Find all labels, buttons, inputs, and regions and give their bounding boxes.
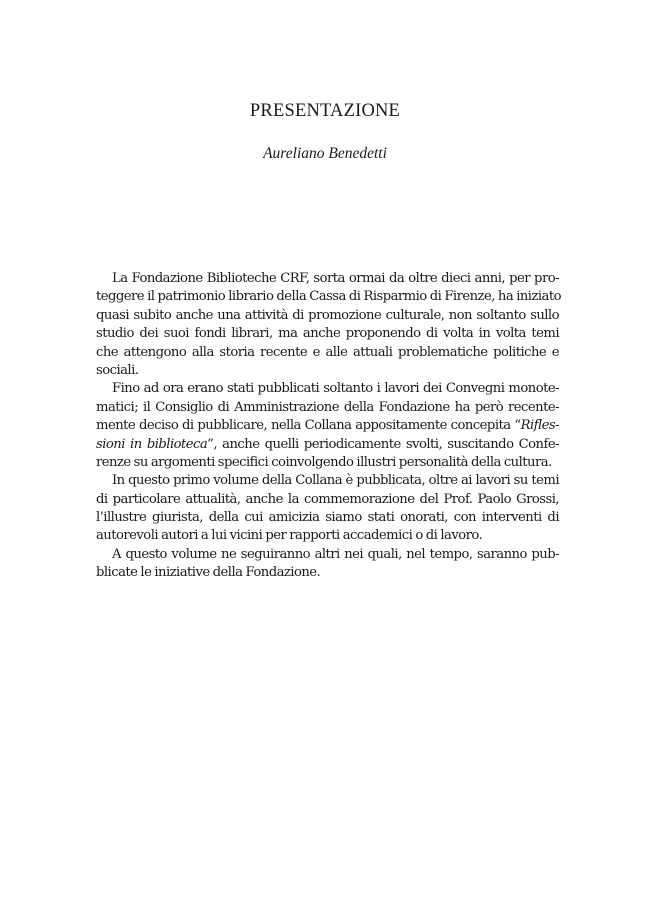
author-name: Aureliano Benedetti — [263, 145, 387, 162]
text-line: Fino ad ora erano stati pubblicati soltanto i lavori dei Convegni monote- — [112, 381, 559, 397]
body-text — [96, 270, 559, 583]
text-line: sociali. — [96, 362, 139, 378]
paragraph-4 — [96, 546, 559, 583]
text-line: In questo primo volume della Collana è pubblicata, oltre ai lavori su temi — [112, 473, 559, 489]
paragraph-2 — [96, 380, 559, 472]
text-line: La Fondazione Biblioteche CRF, sorta ormai da oltre dieci anni, per pro- — [112, 271, 559, 286]
text-line: l’illustre giurista, della cui amicizia siamo stati onorati, con interventi di — [96, 510, 559, 526]
page-title: PRESENTAZIONE — [249, 101, 401, 121]
series-title-italic: sioni in biblioteca — [96, 436, 208, 452]
text-segment: ”, anche quelli periodicamente svolti, suscitando Confe- — [207, 436, 559, 452]
text-line: blicate le iniziative della Fondazione. — [96, 565, 321, 581]
text-line: A questo volume ne seguiranno altri nei quali, nel tempo, saranno pub- — [112, 546, 559, 562]
text-line: che attengono alla storia recente e alle attuali problematiche politiche e — [96, 344, 559, 360]
text-segment: mente deciso di pubblicare, nella Collana appositamente concepita “ — [96, 418, 521, 434]
text-line: matici; il Consiglio di Amministrazione della Fondazione ha però recente- — [96, 399, 559, 415]
text-line: autorevoli autori a lui vicini per rapporti accademici o di lavoro. — [96, 528, 483, 544]
text-line: studio dei suoi fondi librari, ma anche proponendo di volta in volta temi — [96, 326, 559, 342]
text-line — [96, 417, 559, 435]
paragraph-1 — [96, 270, 559, 380]
text-line: renze su argomenti specifici coinvolgendo illustri personalità della cultura. — [96, 454, 552, 470]
series-title-italic: Rifles- — [520, 418, 559, 434]
paragraph-3 — [96, 472, 559, 546]
text-line: quasi subito anche una attività di promozione culturale, non soltanto sullo — [96, 307, 559, 323]
text-line: teggere il patrimonio librario della Cassa di Risparmio di Firenze, ha iniziato — [96, 289, 561, 305]
text-line: di particolare attualità, anche la commemorazione del Prof. Paolo Grossi, — [96, 491, 559, 507]
text-line — [96, 436, 559, 454]
